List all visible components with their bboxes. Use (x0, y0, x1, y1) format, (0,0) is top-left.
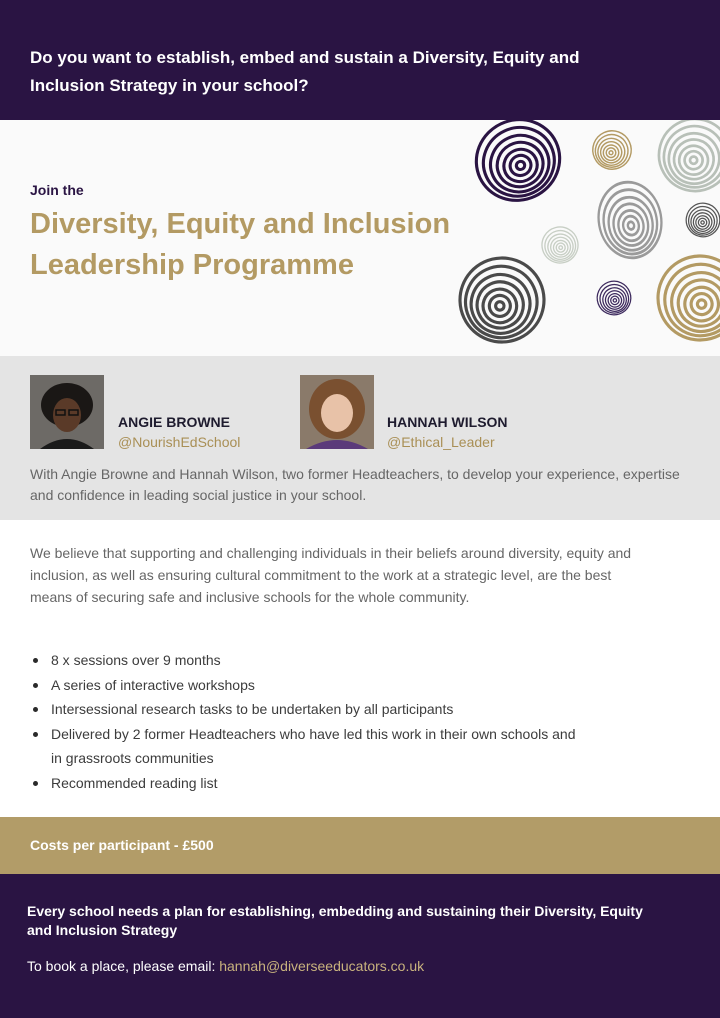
speaker-name: ANGIE BROWNE (118, 414, 230, 430)
cost-text: Costs per participant - £500 (30, 837, 214, 853)
list-item-text: Recommended reading list (51, 774, 218, 791)
hero-section (0, 120, 720, 356)
avatar-angie-browne (30, 375, 104, 449)
list-item (30, 771, 590, 796)
footer-cta: Every school needs a plan for establishing, embedding and sustaining their Diversity, Equity and Inclusion Strategy (27, 903, 643, 938)
fingerprint-icon (649, 247, 720, 350)
hero-kicker: Join the (30, 182, 84, 198)
list-item (30, 673, 590, 698)
cost-bar (0, 817, 720, 874)
fingerprint-decoration (450, 120, 720, 356)
fingerprint-icon (450, 246, 556, 354)
fingerprint-icon (651, 120, 720, 199)
list-item (30, 648, 590, 673)
speaker-name: HANNAH WILSON (387, 414, 508, 430)
avatar-hannah-wilson (300, 375, 374, 449)
email-link[interactable]: hannah@diverseeducators.co.uk (219, 958, 425, 974)
bullet-dot-icon (33, 683, 38, 688)
speakers-description: With Angie Browne and Hannah Wilson, two former Headteachers, to develop your experience, expertise and confidence in leading social justice in your school. (30, 466, 680, 503)
intro-paragraph: We believe that supporting and challenging individuals in their beliefs around diversity, equity and inclusion, as well as ensuring cultural commitment to the work at a strategic level, are the best means of securing safe and inclusive schools for the whole community. (30, 545, 632, 605)
list-item (30, 697, 590, 722)
fingerprint-icon (593, 177, 668, 263)
bullet-dot-icon (33, 707, 38, 712)
speakers-section (0, 356, 720, 520)
speaker-handle[interactable]: @Ethical_Leader (387, 434, 495, 450)
fingerprint-icon (538, 223, 582, 267)
bullet-dot-icon (33, 781, 38, 786)
list-item-text: 8 x sessions over 9 months (51, 652, 221, 668)
list-item-text: A series of interactive workshops (51, 676, 255, 693)
banner-heading: Do you want to establish, embed and sustain a Diversity, Equity and Inclusion Strategy in your school? (30, 48, 580, 95)
fingerprint-icon (592, 276, 635, 319)
features-list (30, 648, 590, 795)
top-banner (0, 0, 720, 120)
bullet-dot-icon (33, 658, 38, 663)
fingerprint-icon (684, 201, 720, 240)
list-item-text: Intersessional research tasks to be undertaken by all participants (51, 701, 454, 717)
list-item (30, 722, 590, 771)
footer (0, 874, 720, 1018)
booking-line (27, 958, 690, 974)
booking-prefix: To book a place, please email: (27, 958, 220, 974)
speaker-handle[interactable]: @NourishEdSchool (118, 434, 241, 450)
fingerprint-icon (463, 120, 573, 214)
programme-title: Diversity, Equity and Inclusion Leadership Programme (30, 208, 451, 281)
list-item-text: Delivered by 2 former Headteachers who have led this work in their own schools and in grassroots communities (51, 725, 576, 766)
bullet-dot-icon (33, 732, 38, 737)
fingerprint-icon (587, 125, 636, 174)
